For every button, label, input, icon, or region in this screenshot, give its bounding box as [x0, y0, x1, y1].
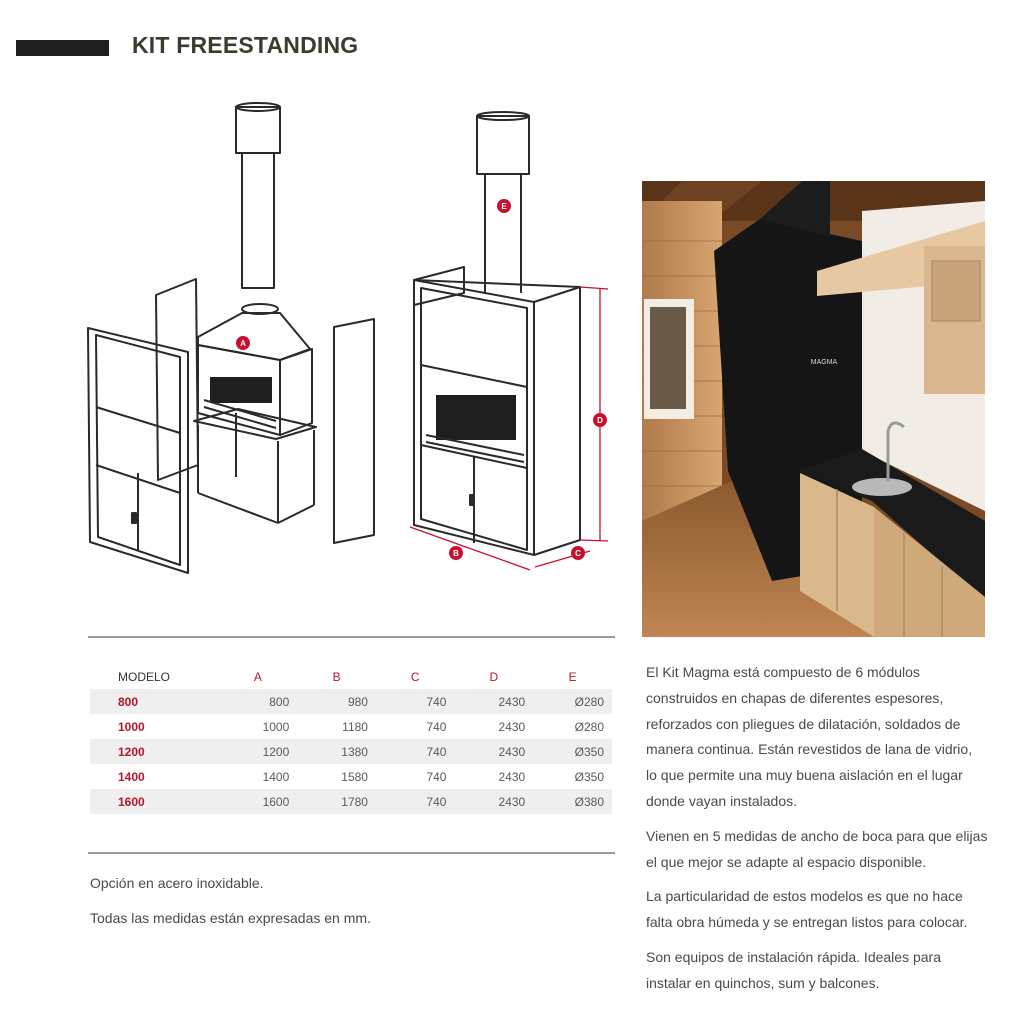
table-header-row	[90, 665, 612, 689]
description-paragraph-3	[646, 884, 1006, 936]
cell-a: 1400	[262, 769, 290, 784]
text-line: Son equipos de instalación rápida. Ideales para	[646, 948, 941, 965]
cell-model: 800	[90, 689, 219, 714]
cell-b: 1380	[297, 739, 376, 764]
cell-model: 1000	[118, 719, 145, 734]
dimensions-table	[90, 665, 612, 814]
page-title: KIT FREESTANDING	[132, 32, 359, 58]
cell-model: 1400	[118, 769, 145, 784]
diagram-label-c: C	[575, 549, 581, 558]
kit-diagram	[80, 95, 620, 585]
table-row	[90, 764, 612, 789]
title-accent-bar	[16, 40, 109, 56]
header-d: D	[489, 670, 499, 684]
cell-e: Ø350	[574, 769, 604, 784]
text-line: instalar en quinchos, sum y balcones.	[646, 974, 880, 991]
cell-b: 1780	[297, 789, 376, 814]
description-paragraph-1	[646, 660, 1006, 815]
installation-photo	[642, 181, 985, 637]
exploded-stand	[194, 409, 316, 523]
diagram-label-a: A	[240, 339, 246, 348]
cell-d: 2430	[454, 789, 533, 814]
photo-brand: MAGMA	[810, 359, 838, 366]
diagram-label-b: B	[453, 549, 459, 558]
header-c: C	[410, 670, 420, 684]
header-e: E	[568, 670, 577, 684]
description-paragraph-2	[646, 824, 1006, 876]
cell-e: Ø280	[533, 689, 612, 714]
cell-b: 980	[297, 689, 376, 714]
diagram-label-e: E	[501, 202, 507, 211]
table-row	[90, 789, 612, 814]
cell-c: 740	[376, 739, 455, 764]
cell-c: 740	[376, 689, 455, 714]
header-a: A	[253, 670, 262, 684]
cell-d: 2430	[498, 769, 526, 784]
header-b: B	[332, 670, 341, 684]
cell-c: 740	[376, 789, 455, 814]
table-row	[90, 714, 612, 739]
cell-e: Ø280	[574, 719, 604, 734]
table-row	[90, 739, 612, 764]
cell-a: 1600	[219, 789, 298, 814]
table-bottom-rule	[88, 852, 615, 854]
text-line: La particularidad de estos modelos es que no hace	[646, 888, 963, 905]
cell-model: 1200	[90, 739, 219, 764]
cell-a: 1000	[262, 719, 290, 734]
text-line: El Kit Magma está compuesto de 6 módulos	[646, 664, 920, 680]
text-line: el que mejor se adapte al espacio disponible.	[646, 853, 927, 870]
cell-e: Ø350	[533, 739, 612, 764]
cell-model: 1600	[90, 789, 219, 814]
cell-a: 800	[219, 689, 298, 714]
text-line: Vienen en 5 medidas de ancho de boca para que elijas	[646, 827, 988, 844]
table-top-rule	[88, 636, 615, 638]
cell-a: 1200	[219, 739, 298, 764]
units-note: Todas las medidas están expresadas en mm.	[90, 910, 371, 926]
cell-c: 740	[426, 769, 447, 784]
exploded-back-panel	[156, 279, 198, 480]
description-paragraph-4	[646, 945, 1006, 997]
cell-d: 2430	[498, 719, 526, 734]
text-line: donde vayan instalados.	[646, 792, 797, 809]
diagram-label-d: D	[597, 416, 603, 425]
header-modelo: MODELO	[118, 670, 171, 684]
assembled-unit	[414, 112, 580, 555]
table-row	[90, 689, 612, 714]
inox-note: Opción en acero inoxidable.	[90, 875, 264, 891]
cell-b: 1580	[341, 769, 368, 784]
text-line: construidos en chapas de diferentes espesores,	[646, 689, 944, 706]
cell-d: 2430	[454, 739, 533, 764]
exploded-chimney	[236, 103, 280, 288]
cell-d: 2430	[454, 689, 533, 714]
exploded-side-panel	[334, 319, 374, 543]
text-line: falta obra húmeda y se entregan listos para colocar.	[646, 914, 968, 931]
cell-e: Ø380	[533, 789, 612, 814]
description	[646, 660, 1006, 997]
cell-c: 740	[426, 719, 447, 734]
text-line: lo que permite una muy buena aislación en el lugar	[646, 767, 963, 784]
text-line: reforzados con pliegues de dilatación, soldados de	[646, 715, 961, 732]
cell-b: 1180	[342, 719, 368, 734]
exploded-front-frame	[88, 328, 188, 573]
text-line: manera continua. Están revestidos de lana de vidrio,	[646, 741, 973, 758]
